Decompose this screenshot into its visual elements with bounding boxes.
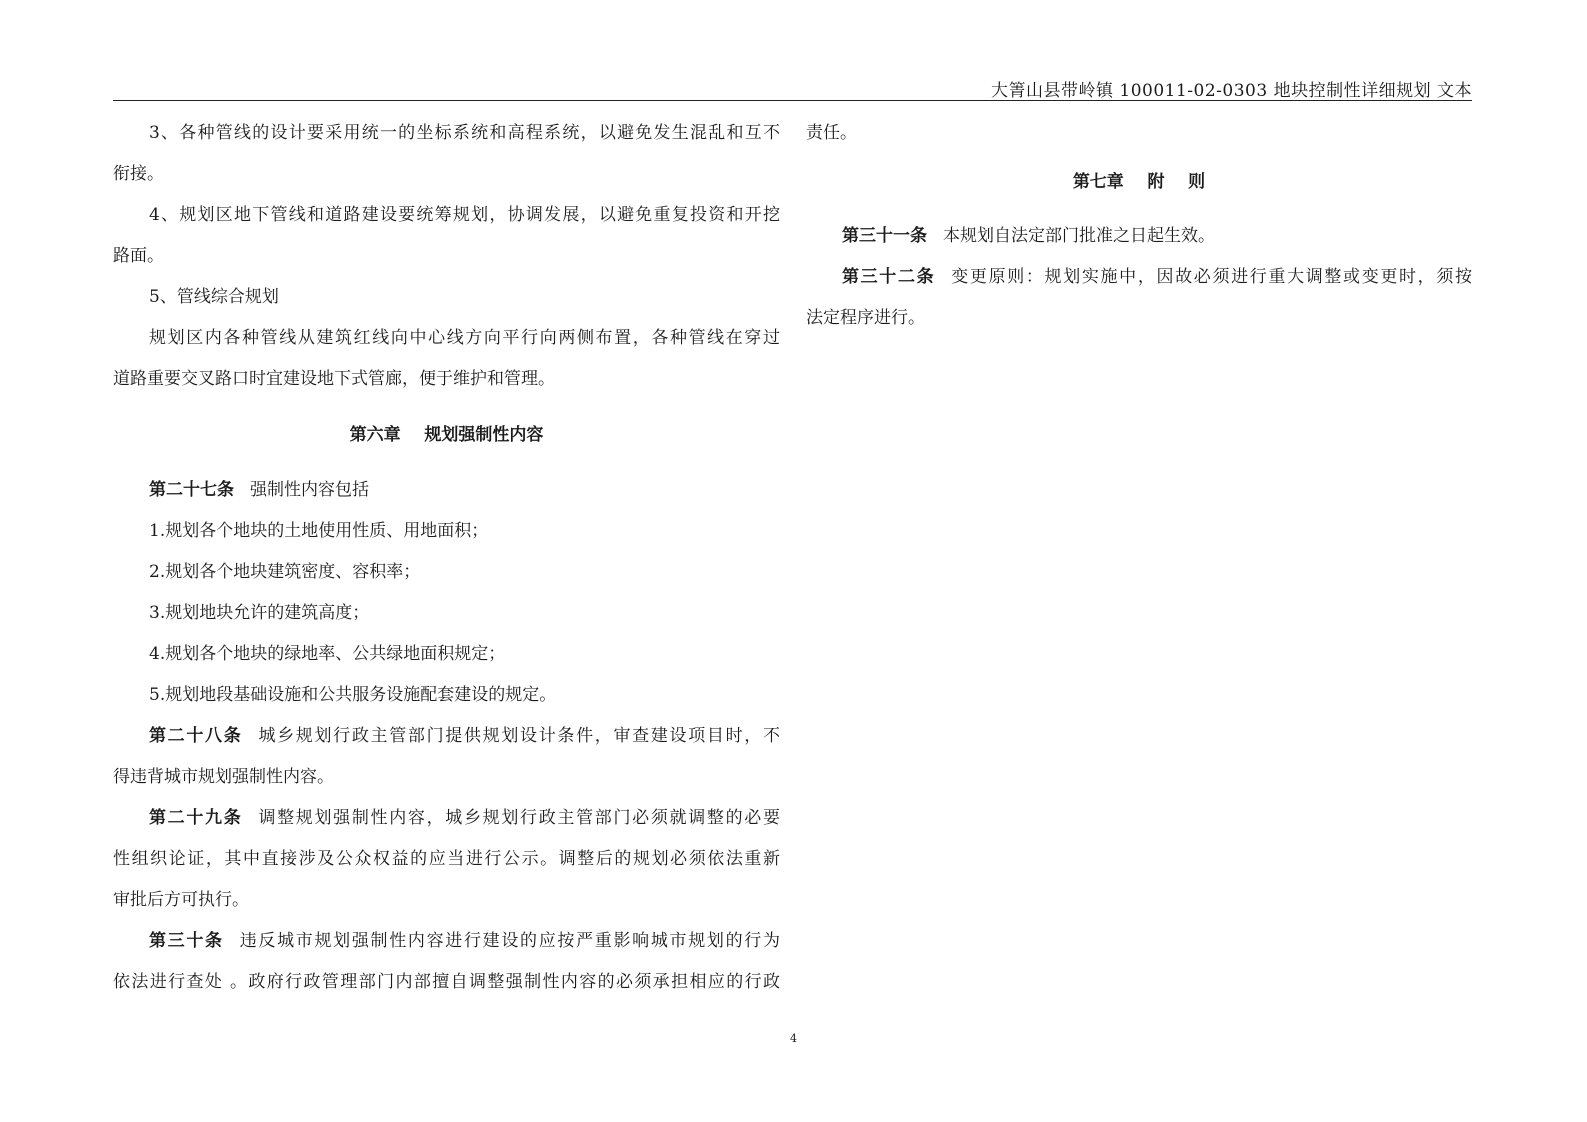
- paragraph-line: 道路重要交叉路口时宜建设地下式管廊，便于维护和管理。: [113, 369, 555, 389]
- paragraph-line: 3、各种管线的设计要采用统一的坐标系统和高程系统，以避免发生混乱和互不: [149, 123, 780, 143]
- chapter-heading: 第六章 规划强制性内容: [349, 425, 544, 445]
- paragraph-line: 依法进行查处 。政府行政管理部门内部擅自调整强制性内容的必须承担相应的行政: [113, 972, 780, 992]
- document-header: 大箐山县带岭镇 100011-02-0303 地块控制性详细规划 文本: [991, 81, 1472, 101]
- page-number: 4: [790, 1032, 797, 1045]
- article-text: 调整规划强制性内容，城乡规划行政主管部门必须就调整的必要: [258, 808, 780, 828]
- article-30: [113, 921, 780, 962]
- article-label: 第三十一条: [842, 226, 927, 246]
- article-label: 第二十七条: [149, 480, 234, 500]
- paragraph-line: 法定程序进行。: [806, 308, 925, 328]
- article-label: 第二十九条: [149, 808, 243, 828]
- paragraph-line: 路面。: [113, 246, 164, 266]
- paragraph-line: 得违背城市规划强制性内容。: [113, 767, 334, 787]
- article-text: 变更原则：规划实施中，因故必须进行重大调整或变更时，须按: [951, 267, 1472, 287]
- list-item: 4.规划各个地块的绿地率、公共绿地面积规定；: [149, 644, 506, 664]
- list-item: 2.规划各个地块建筑密度、容积率；: [149, 562, 421, 582]
- article-29: [113, 798, 780, 839]
- article-label: 第二十八条: [149, 726, 243, 746]
- paragraph-line: 审批后方可执行。: [113, 890, 249, 910]
- paragraph-line: 5、管线综合规划: [149, 287, 279, 307]
- paragraph-line: 4、规划区地下管线和道路建设要统筹规划，协调发展，以避免重复投资和开挖: [149, 205, 780, 225]
- left-column: [113, 113, 780, 1003]
- paragraph-line: 责任。: [806, 123, 857, 143]
- article-text: 强制性内容包括: [250, 480, 369, 500]
- article-label: 第三十条: [149, 931, 224, 951]
- list-item: 1.规划各个地块的土地使用性质、用地面积；: [149, 521, 489, 541]
- article-text: 违反城市规划强制性内容进行建设的应按严重影响城市规划的行为: [239, 931, 780, 951]
- article-text: 城乡规划行政主管部门提供规划设计条件，审查建设项目时，不: [258, 726, 780, 746]
- paragraph-line: 性组织论证，其中直接涉及公众权益的应当进行公示。调整后的规划必须依法重新: [113, 849, 780, 869]
- list-item: 3.规划地块允许的建筑高度；: [149, 603, 370, 623]
- list-item: 5.规划地段基础设施和公共服务设施配套建设的规定。: [149, 685, 557, 705]
- header-rule: [113, 100, 1472, 101]
- right-column: [806, 113, 1472, 339]
- article-31: [806, 216, 1472, 257]
- article-28: [113, 716, 780, 757]
- article-label: 第三十二条: [842, 267, 936, 287]
- article-text: 本规划自法定部门批准之日起生效。: [943, 226, 1215, 246]
- paragraph-line: 衔接。: [113, 164, 164, 184]
- paragraph-line: 规划区内各种管线从建筑红线向中心线方向平行向两侧布置，各种管线在穿过: [149, 328, 780, 348]
- article-27: [113, 470, 780, 511]
- article-32: [806, 257, 1472, 298]
- chapter-heading: 第七章 附 则: [1072, 172, 1206, 192]
